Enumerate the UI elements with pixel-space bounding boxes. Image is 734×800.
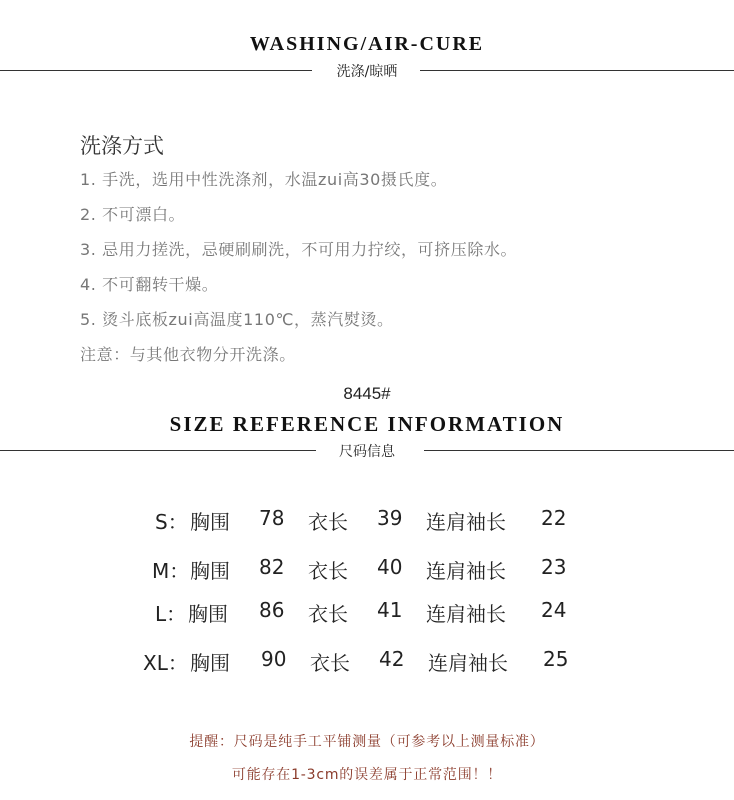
- length-label: 衣长: [308, 559, 348, 583]
- washing-method-heading: 洗涤方式: [80, 134, 164, 158]
- chest-label: 胸围: [190, 559, 230, 583]
- chest-label: 胸围: [190, 651, 230, 675]
- length-value: 40: [377, 555, 403, 579]
- measurement-tolerance: 可能存在1-3cm的误差属于正常范围！！: [231, 767, 503, 783]
- washing-instruction-1: 1. 手洗，选用中性洗涤剂，水温zui高30摄氏度。: [80, 170, 448, 189]
- size-label: M：: [152, 559, 190, 583]
- measurement-reminder: 提醒：尺码是纯手工平铺测量（可参考以上测量标准）: [189, 734, 545, 750]
- size-label: L：: [155, 602, 187, 626]
- divider-right: [420, 70, 734, 71]
- size-row-xl: [0, 647, 734, 681]
- length-value: 39: [377, 506, 403, 530]
- length-value: 41: [377, 598, 403, 622]
- sleeve-value: 22: [541, 506, 567, 530]
- sleeve-label: 连肩袖长: [426, 602, 506, 626]
- size-row-s: [0, 506, 734, 540]
- washing-instruction-3: 3. 忌用力搓洗，忌硬刷刷洗，不可用力拧绞，可挤压除水。: [80, 240, 518, 259]
- length-label: 衣长: [310, 651, 350, 675]
- washing-instruction-4: 4. 不可翻转干燥。: [80, 275, 219, 294]
- chest-label: 胸围: [188, 602, 228, 626]
- sleeve-value: 24: [541, 598, 567, 622]
- size-label: S：: [155, 510, 188, 534]
- washing-note: 注意：与其他衣物分开洗涤。: [80, 345, 296, 364]
- washing-subtitle: 洗涤/晾晒: [336, 64, 398, 80]
- length-label: 衣长: [308, 602, 348, 626]
- chest-value: 90: [261, 647, 287, 671]
- sleeve-value: 25: [543, 647, 569, 671]
- sleeve-label: 连肩袖长: [428, 651, 508, 675]
- chest-value: 78: [259, 506, 285, 530]
- size-row-m: [0, 555, 734, 589]
- washing-instruction-5: 5. 烫斗底板zui高温度110℃，蒸汽熨烫。: [80, 310, 394, 329]
- product-code: 8445#: [343, 384, 391, 403]
- size-row-l: [0, 598, 734, 632]
- size-title: SIZE REFERENCE INFORMATION: [169, 412, 565, 436]
- divider-right: [424, 450, 734, 451]
- size-subtitle: 尺码信息: [339, 444, 395, 460]
- sleeve-label: 连肩袖长: [426, 510, 506, 534]
- sleeve-value: 23: [541, 555, 567, 579]
- length-value: 42: [379, 647, 405, 671]
- chest-value: 82: [259, 555, 285, 579]
- size-label: XL：: [143, 651, 188, 675]
- washing-instruction-2: 2. 不可漂白。: [80, 205, 186, 224]
- chest-value: 86: [259, 598, 285, 622]
- washing-title: WASHING/AIR-CURE: [249, 33, 485, 55]
- length-label: 衣长: [308, 510, 348, 534]
- chest-label: 胸围: [190, 510, 230, 534]
- sleeve-label: 连肩袖长: [426, 559, 506, 583]
